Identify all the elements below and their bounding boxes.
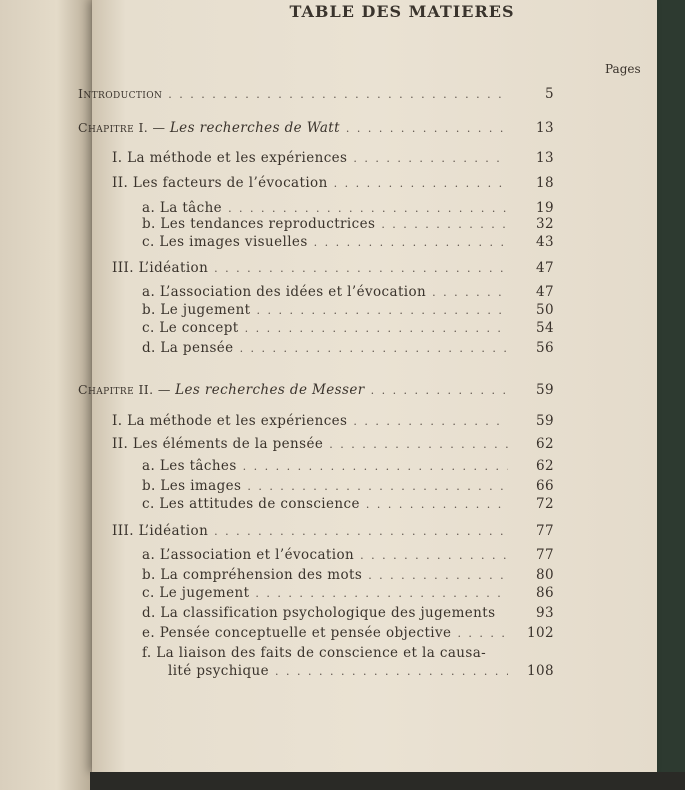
- pages-column-header: Pages: [605, 62, 641, 76]
- toc-entry-label: b. Les tendances reproductrices: [142, 216, 376, 232]
- leader-dots: [457, 627, 508, 640]
- leader-dots: [381, 218, 508, 231]
- page-number: 50: [536, 302, 554, 318]
- toc-entry-label: II. Les éléments de la pensée: [112, 436, 324, 452]
- leader-dots: [214, 525, 508, 538]
- book-page: [78, 0, 657, 772]
- toc-entry-label: b. Le jugement: [142, 302, 251, 318]
- leader-dots: [371, 384, 508, 397]
- toc-entry-label: lité psychique: [168, 663, 270, 679]
- toc-entry-label: III. L’idéation: [112, 260, 209, 276]
- leader-dots: [366, 498, 508, 511]
- page-number: 66: [536, 478, 554, 494]
- toc-entry: [142, 625, 554, 641]
- leader-dots: [240, 342, 508, 355]
- page-number: 93: [536, 605, 554, 621]
- page-number: 108: [527, 663, 554, 679]
- toc-entry: [142, 340, 554, 356]
- leader-dots: [247, 480, 508, 493]
- toc-entry-label: d. La classification psychologique des jugements: [142, 605, 496, 621]
- page-number: 56: [536, 340, 554, 356]
- toc-entry: [112, 150, 554, 166]
- leader-dots: [228, 202, 508, 215]
- leader-dots: [257, 304, 509, 317]
- toc-entry-label: a. L’association et l’évocation: [142, 547, 355, 563]
- toc-entry: [142, 567, 554, 583]
- page-title: TABLE DES MATIERES: [289, 2, 515, 21]
- toc-entry-label: c. Le concept: [142, 320, 239, 336]
- page-number: 59: [536, 413, 554, 429]
- toc-entry-label: b. La compréhension des mots: [142, 567, 363, 583]
- toc-entry-label: Introduction: [78, 86, 163, 101]
- leader-dots: [346, 122, 508, 135]
- page-number: 59: [536, 382, 554, 398]
- toc-entry: [78, 120, 554, 136]
- toc-entry-label: d. La pensée: [142, 340, 234, 356]
- page-number: 5: [545, 86, 554, 102]
- toc-entry: [112, 436, 554, 452]
- toc-entry: [112, 260, 554, 276]
- toc-entry: [142, 645, 554, 661]
- toc-entry: [142, 302, 554, 318]
- toc-entry-label: c. Les images visuelles: [142, 234, 308, 250]
- toc-entry: [112, 413, 554, 429]
- toc-entry-label: [78, 382, 365, 398]
- toc-entry: [142, 585, 554, 601]
- page-number: 80: [536, 567, 554, 583]
- leader-dots: [168, 88, 508, 101]
- toc-entry: [142, 605, 554, 621]
- toc-entry-continuation: [168, 663, 554, 679]
- page-number: 62: [536, 458, 554, 474]
- leader-dots: [275, 665, 508, 678]
- page-number: 13: [536, 150, 554, 166]
- page-number: 43: [536, 234, 554, 250]
- toc-entry-label: a. La tâche: [142, 200, 223, 216]
- leader-dots: [360, 549, 508, 562]
- toc-entry-label: a. Les tâches: [142, 458, 237, 474]
- page-number: 13: [536, 120, 554, 136]
- toc-entry: [142, 496, 554, 512]
- page-number: 102: [527, 625, 554, 641]
- toc-entry: [112, 523, 554, 539]
- toc-entry-label: b. Les images: [142, 478, 242, 494]
- leader-dots: [214, 262, 508, 275]
- toc-entry-label: c. Le jugement: [142, 585, 250, 601]
- page-number: 32: [536, 216, 554, 232]
- leader-dots: [368, 569, 508, 582]
- page-number: 62: [536, 436, 554, 452]
- page-number: 18: [536, 175, 554, 191]
- toc-entry-label: a. L’association des idées et l’évocation: [142, 284, 427, 300]
- leader-dots: [432, 286, 508, 299]
- toc-entry-label: f. La liaison des faits de conscience et la causa-: [142, 645, 487, 661]
- leader-dots: [334, 177, 508, 190]
- chapter-title: Les recherches de Messer: [175, 382, 365, 398]
- toc-entry: [142, 216, 554, 232]
- chapter-title: Les recherches de Watt: [169, 120, 340, 136]
- toc-entry: [142, 234, 554, 250]
- leader-dots: [329, 438, 508, 451]
- toc-entry: [78, 382, 554, 398]
- leader-dots: [243, 460, 508, 473]
- toc-entry: [142, 320, 554, 336]
- page-number: 72: [536, 496, 554, 512]
- toc-entry: [112, 175, 554, 191]
- toc-entry-label: I. La méthode et les expériences: [112, 413, 348, 429]
- leader-dots: [245, 322, 508, 335]
- toc-entry: [142, 478, 554, 494]
- page-number: 47: [536, 260, 554, 276]
- leader-dots: [353, 415, 508, 428]
- page-number: 54: [536, 320, 554, 336]
- leader-dots: [255, 587, 508, 600]
- toc-entry-label: e. Pensée conceptuelle et pensée objective: [142, 625, 452, 641]
- page-number: 77: [536, 523, 554, 539]
- chapter-number: Chapitre I. —: [78, 120, 170, 135]
- leader-dots: [314, 236, 508, 249]
- page-number: 47: [536, 284, 554, 300]
- book-cover-edge: [90, 772, 685, 790]
- toc-entry: [142, 284, 554, 300]
- toc-entry-label: I. La méthode et les expériences: [112, 150, 348, 166]
- toc-entry: [78, 86, 554, 102]
- toc-entry: [142, 547, 554, 563]
- leader-dots: [353, 152, 508, 165]
- page-number: 19: [536, 200, 554, 216]
- chapter-number: Chapitre II. —: [78, 382, 176, 397]
- toc-entry: [142, 200, 554, 216]
- toc-entry: [142, 458, 554, 474]
- page-number: 77: [536, 547, 554, 563]
- page-number: 86: [536, 585, 554, 601]
- toc-entry-label: [78, 120, 340, 136]
- toc-entry-label: c. Les attitudes de conscience: [142, 496, 360, 512]
- toc-entry-label: III. L’idéation: [112, 523, 209, 539]
- toc-entry-label: II. Les facteurs de l’évocation: [112, 175, 328, 191]
